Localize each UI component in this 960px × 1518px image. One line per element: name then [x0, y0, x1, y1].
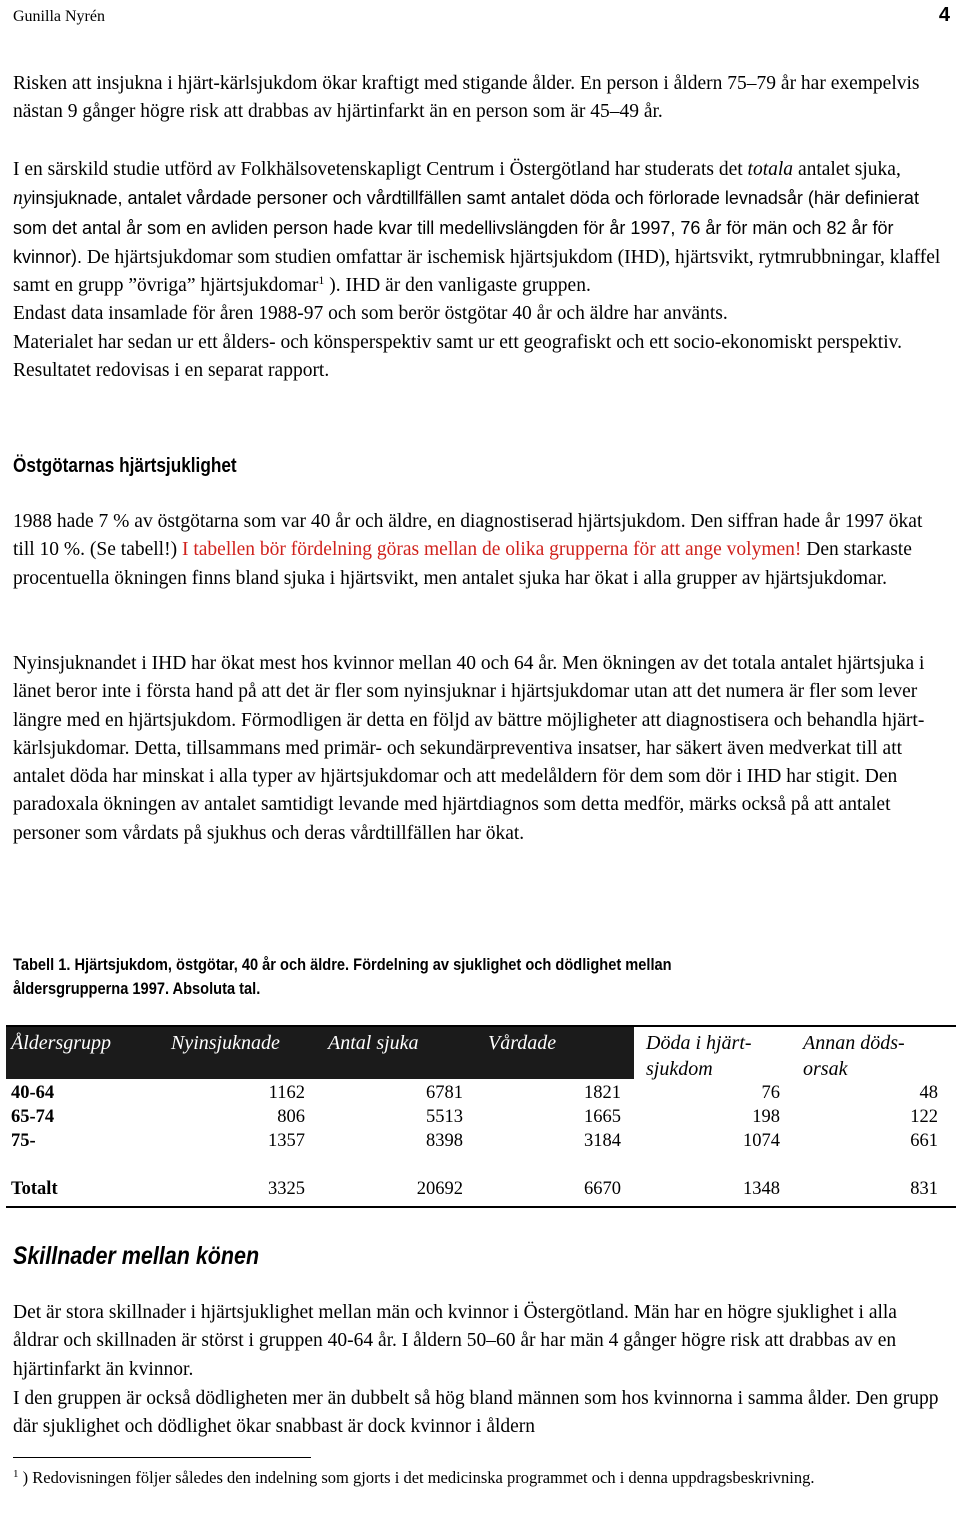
header-line: Annan döds- — [803, 1032, 905, 1054]
header-line: sjukdom — [646, 1058, 713, 1080]
text-span: ). IHD är den vanligaste gruppen. — [324, 275, 591, 297]
table-caption — [13, 953, 821, 1001]
emphasis-totala: totala — [747, 159, 794, 180]
text-span: De hjärtsjukdomar som studien omfattar är ischemisk hjärtsjukdom (IHD), hjärtsvikt, rytmrubbningar, klaffel samt en grupp ”övriga” hjärtsjukdomar — [13, 246, 941, 297]
cell-cared: 6670 — [584, 1179, 621, 1199]
editor-note-red: I tabellen bör fördelning göras mellan de olika grupperna för att ange volymen! — [181, 539, 802, 561]
paragraph-risk: Risken att insjukna i hjärt-kärlsjukdom ökar kraftigt med stigande ålder. En person i åldern 75–79 år har exempelvis nästan 9 gånger högre risk att drabbas av hjärtinfarkt än en person som är 45–49 år. — [13, 73, 920, 123]
column-header-other — [803, 1030, 905, 1082]
table-row — [6, 1083, 956, 1107]
footnote — [13, 1466, 948, 1489]
column-header-new: Nyinsjuknade — [171, 1032, 280, 1054]
cell-dead: 198 — [752, 1107, 780, 1127]
cell-other: 831 — [910, 1179, 938, 1199]
paragraph-prevalence — [13, 508, 945, 593]
table-row — [6, 1107, 956, 1131]
cell-other: 661 — [910, 1131, 938, 1151]
paragraph-study — [13, 156, 945, 385]
paragraph-incidence: Nyinsjuknandet i IHD har ökat mest hos kvinnor mellan 40 och 64 år. Men ökningen av det totala antalet hjärtsjuka i länet beror inte i första hand på att det är fler som nyinsjuknar i hjärtsjukdomar utan att det numera är fler som lever längre med en hjärtsjukdom. Förmodligen är detta en följd av bättre möjligheter att diagnostisera och behandla hjärt-kärlsjukdomar. Detta, tillsammans med primär- och sekundärpreventiva insatser, har säkert även medverkat till att antalet döda har minskat i alla typer av hjärtsjukdomar och att medelåldern för dem som dör i IHD har stigit. Den paradoxala ökningen av antalet samtidigt levande med hjärtdiagnos som detta medför, märks också på att antalet personer som vårdats på sjukhus och deras vårdtillfällen har ökat. — [13, 653, 925, 844]
cell-sick: 5513 — [426, 1107, 463, 1127]
section-heading-ostgotarna: Östgötarnas hjärtsjuklighet — [13, 455, 237, 477]
footnote-mark: 1 — [13, 1468, 19, 1480]
column-header-age: Åldersgrupp — [11, 1032, 111, 1054]
header-author: Gunilla Nyrén — [13, 8, 105, 25]
text-span-sans: insjuknade, antalet vårdade personer och vårdtillfällen samt antalet döda och förlorade levnadsår (här definierat som det antal år som en avliden person hade kvar till medellivslängden för år 1997, 76 år för män och 82 år för kvinnor). — [13, 188, 919, 267]
cell-dead: 1348 — [743, 1179, 780, 1199]
cell-sick: 6781 — [426, 1083, 463, 1103]
text-span: antalet sjuka, — [793, 159, 901, 180]
cell-new: 806 — [277, 1107, 305, 1127]
text-span: Endast data insamlade för åren 1988-97 och som berör östgötar 40 år och äldre har använts. — [13, 303, 728, 325]
row-label: 40-64 — [11, 1083, 55, 1103]
header-line: Döda i hjärt- — [646, 1032, 752, 1054]
column-header-cared: Vårdade — [488, 1032, 557, 1054]
emphasis-ny: ny — [13, 188, 32, 210]
cell-cared: 1665 — [584, 1107, 621, 1127]
data-table — [6, 1025, 956, 1208]
footnote-divider — [13, 1457, 311, 1458]
cell-dead: 76 — [761, 1083, 780, 1103]
text-span: Materialet har sedan ur ett ålders- och könsperspektiv samt ur ett geografiskt och ett socio-ekonomiskt perspektiv. Resultatet redovisas i en separat rapport. — [13, 331, 902, 382]
row-label: 75- — [11, 1131, 36, 1151]
paragraph-gender-differences: Det är stora skillnader i hjärtsjuklighet mellan män och kvinnor i Östergötland. Män har en högre sjuklighet i alla åldrar och skillnaden är störst i gruppen 40-64 år. I åldern 50–60 år har män 4 gånger högre risk att drabbas av en hjärtinfarkt än kvinnor. — [13, 1302, 897, 1380]
cell-new: 1162 — [268, 1083, 305, 1103]
cell-sick: 8398 — [426, 1131, 463, 1151]
header-line: orsak — [803, 1058, 848, 1080]
row-label: Totalt — [11, 1179, 58, 1199]
cell-sick: 20692 — [416, 1179, 463, 1199]
cell-cared: 1821 — [584, 1083, 621, 1103]
cell-dead: 1074 — [743, 1131, 780, 1151]
caption-line: åldersgrupperna 1997. Absoluta tal. — [13, 979, 261, 998]
footnote-text: ) Redovisningen följer således den indelning som gjorts i det medicinska programmet och i denna uppdragsbeskrivning. — [18, 1468, 815, 1487]
column-header-dead — [646, 1030, 752, 1082]
text-span: 1988 hade 7 % av östgötarna som var 40 år och äldre, en diagnostiserad hjärtsjukdom. Den siffran hade år 1997 ökat till 10 %. (Se tabell!) — [13, 511, 923, 561]
cell-other: 48 — [919, 1083, 938, 1103]
cell-new: 3325 — [268, 1179, 305, 1199]
caption-line: Tabell 1. Hjärtsjukdom, östgötar, 40 år och äldre. Fördelning av sjuklighet och dödlighet mellan — [13, 955, 672, 974]
table-total-row — [6, 1179, 956, 1203]
cell-new: 1357 — [268, 1131, 305, 1151]
paragraph-mortality: I den gruppen är också dödligheten mer än dubbelt så hög bland männen som hos kvinnorna i samma ålder. Den grupp där sjuklighet och dödlighet ökar snabbast är dock kvinnor i åldern — [13, 1388, 939, 1438]
text-span: Den starkaste procentuella ökningen finns bland sjuka i hjärtsvikt, men antalet sjuka har ökat i alla grupper av hjärtsjukdomar. — [13, 539, 912, 589]
text-span: I en särskild studie utförd av Folkhälsovetenskapligt Centrum i Östergötland har studerats det — [13, 159, 748, 180]
row-label: 65-74 — [11, 1107, 55, 1127]
table-row — [6, 1131, 956, 1155]
column-header-sick: Antal sjuka — [328, 1032, 419, 1054]
section-heading-gender: Skillnader mellan könen — [13, 1242, 260, 1270]
page-number: 4 — [938, 4, 950, 26]
footnote-ref: 1 — [318, 273, 325, 288]
cell-other: 122 — [910, 1107, 938, 1127]
cell-cared: 3184 — [584, 1131, 621, 1151]
